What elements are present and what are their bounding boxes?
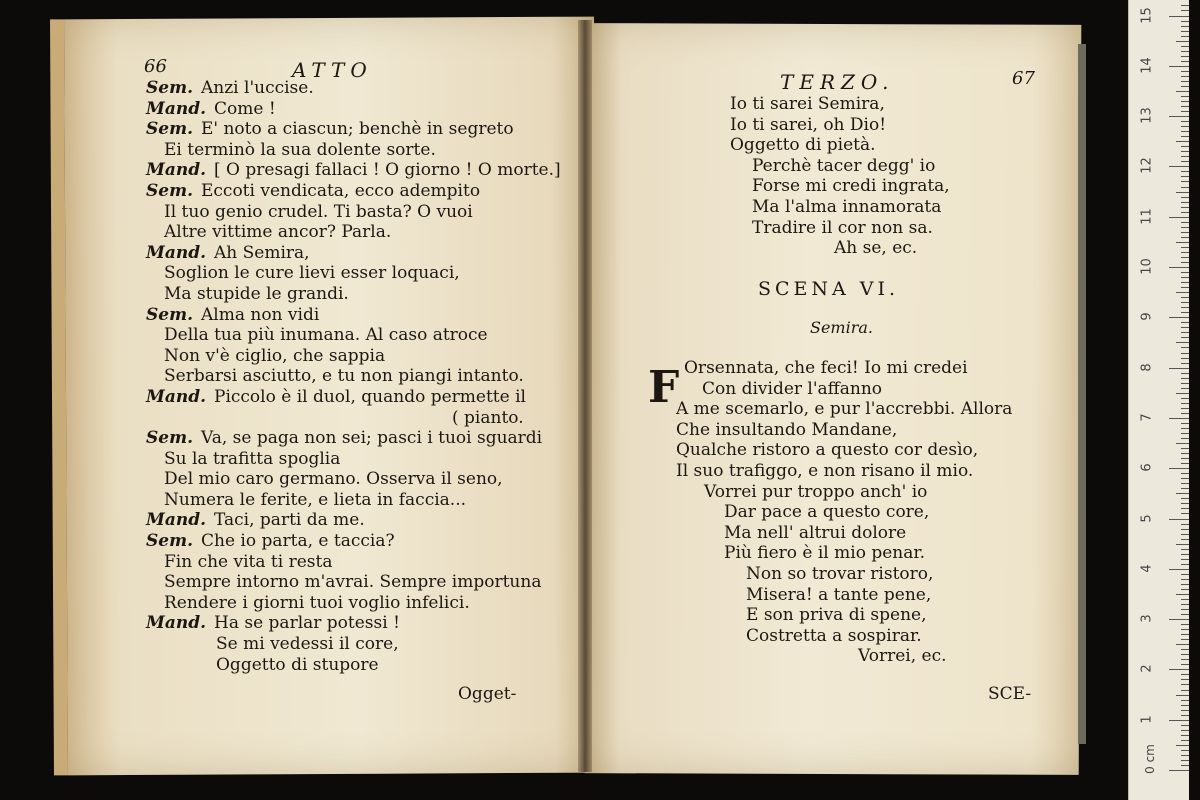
monologue-line: Non so trovar ristoro, — [746, 563, 934, 584]
ruler-tick — [1181, 614, 1189, 615]
verse-text: Come ! — [214, 98, 276, 119]
ruler-tick — [1181, 664, 1189, 665]
verse-text: Sempre intorno m'avrai. Sempre importuna — [164, 572, 542, 593]
ruler-tick — [1181, 262, 1189, 263]
verse-text: Su la trafitta spoglia — [164, 448, 341, 469]
ruler-tick — [1176, 242, 1189, 243]
ruler-label: 9 — [1139, 312, 1155, 321]
ruler-tick — [1181, 513, 1189, 514]
ruler-tick — [1181, 679, 1189, 680]
ruler-tick — [1181, 181, 1189, 182]
ruler-tick — [1181, 161, 1189, 162]
aria-line: Ma l'alma innamorata — [752, 196, 942, 217]
left-text-line — [146, 222, 561, 243]
verse-text: Fin che vita ti resta — [164, 551, 333, 572]
ruler-tick — [1181, 700, 1189, 701]
verse-text: Se mi vedessi il core, — [216, 634, 399, 655]
ruler-label: 13 — [1139, 107, 1155, 124]
ruler-tick — [1181, 287, 1189, 288]
ruler-tick — [1181, 584, 1189, 585]
left-text-line — [146, 78, 561, 99]
ruler-tick — [1181, 131, 1189, 132]
ruler-tick — [1181, 508, 1189, 509]
monologue-line: Vorrei, ec. — [858, 646, 947, 667]
ruler-tick — [1181, 604, 1189, 605]
scene-character: Semira. — [810, 318, 873, 337]
left-text-line — [146, 160, 561, 181]
ruler-tick — [1181, 282, 1189, 283]
ruler-tick — [1169, 519, 1189, 520]
ruler-tick — [1181, 51, 1189, 52]
ruler-tick — [1181, 31, 1189, 32]
ruler-tick — [1181, 156, 1189, 157]
verse-text: Ei terminò la sua dolente sorte. — [164, 139, 436, 160]
ruler-tick — [1181, 710, 1189, 711]
ruler-tick — [1181, 347, 1189, 348]
ruler-tick — [1181, 212, 1189, 213]
ruler-label: 7 — [1139, 413, 1155, 422]
ruler-label: 10 — [1139, 258, 1155, 275]
verse-text: Oggetto di stupore — [216, 654, 379, 675]
ruler-tick — [1176, 192, 1189, 193]
left-text-line — [146, 387, 561, 408]
speaker-label: Sem. — [146, 180, 193, 201]
ruler-tick — [1181, 5, 1189, 6]
left-text-line — [146, 490, 561, 511]
ruler-tick — [1181, 26, 1189, 27]
ruler-tick — [1181, 705, 1189, 706]
ruler-tick — [1181, 458, 1189, 459]
ruler-tick — [1181, 373, 1189, 374]
ruler-tick — [1181, 639, 1189, 640]
left-text-line — [146, 119, 561, 140]
ruler-tick — [1176, 644, 1189, 645]
speaker-label: Mand. — [146, 160, 206, 181]
ruler-tick — [1181, 725, 1189, 726]
ruler-tick — [1181, 197, 1189, 198]
ruler-tick — [1169, 669, 1189, 670]
left-text-line — [146, 325, 561, 346]
left-text-line — [146, 284, 561, 305]
ruler-tick — [1181, 96, 1189, 97]
ruler-tick — [1169, 770, 1189, 771]
ruler-tick — [1181, 151, 1189, 152]
ruler-tick — [1181, 71, 1189, 72]
left-catchword: Ogget- — [458, 684, 517, 704]
ruler-label: 6 — [1139, 463, 1155, 472]
verse-text: Altre vittime ancor? Parla. — [164, 222, 392, 243]
left-text-line — [146, 99, 561, 120]
monologue-line: Qualche ristoro a questo cor desìo, — [676, 440, 979, 461]
ruler-tick — [1181, 337, 1189, 338]
ruler-tick — [1181, 61, 1189, 62]
left-text-line — [146, 181, 561, 202]
monologue-line: Più fiero è il mio penar. — [724, 543, 926, 564]
ruler-tick — [1181, 378, 1189, 379]
verse-text: [ O presagi fallaci ! O giorno ! O morte.] — [214, 160, 561, 181]
scene-title: SCENA VI. — [758, 278, 900, 300]
ruler-tick — [1169, 116, 1189, 117]
ruler-tick — [1169, 418, 1189, 419]
ruler-tick — [1181, 302, 1189, 303]
ruler-tick — [1181, 690, 1189, 691]
ruler-tick — [1181, 609, 1189, 610]
verse-text: E' noto a ciascun; benchè in segreto — [201, 119, 514, 140]
monologue-line: Che insultando Mandane, — [676, 419, 898, 440]
ruler-tick — [1181, 187, 1189, 188]
ruler-tick — [1181, 297, 1189, 298]
ruler-tick — [1181, 735, 1189, 736]
ruler-tick — [1181, 629, 1189, 630]
ruler-label: 14 — [1139, 57, 1155, 74]
left-text-line — [146, 510, 561, 531]
ruler-tick — [1181, 559, 1189, 560]
ruler-tick — [1181, 36, 1189, 37]
monologue-line: Costretta a sospirar. — [746, 625, 922, 646]
ruler-tick — [1181, 539, 1189, 540]
ruler-tick — [1181, 272, 1189, 273]
verse-text: Va, se paga non sei; pasci i tuoi sguardi — [201, 428, 543, 449]
ruler-tick — [1181, 222, 1189, 223]
ruler-tick — [1181, 383, 1189, 384]
ruler-tick — [1181, 353, 1189, 354]
left-text-line — [146, 346, 561, 367]
ruler-tick — [1181, 463, 1189, 464]
left-text-line — [146, 202, 561, 223]
ruler-tick — [1181, 413, 1189, 414]
left-text-line — [146, 572, 561, 593]
left-running-header: ATTO — [292, 58, 373, 82]
drop-cap: F — [648, 362, 680, 413]
speaker-label: Mand. — [146, 386, 206, 407]
ruler-tick — [1181, 624, 1189, 625]
ruler-tick — [1181, 101, 1189, 102]
speaker-label: Mand. — [146, 613, 206, 634]
ruler-tick — [1169, 16, 1189, 17]
ruler-tick — [1169, 267, 1189, 268]
left-text-line — [146, 655, 561, 676]
speaker-label: Sem. — [146, 78, 193, 98]
speaker-label: Sem. — [146, 119, 193, 140]
monologue-line: E son priva di spene, — [746, 605, 927, 626]
ruler-label: 3 — [1139, 614, 1155, 623]
ruler-tick — [1181, 56, 1189, 57]
ruler-tick — [1181, 503, 1189, 504]
left-text-line — [146, 634, 561, 655]
ruler-tick — [1181, 202, 1189, 203]
ruler-tick — [1176, 41, 1189, 42]
verse-text: Rendere i giorni tuoi voglio infelici. — [164, 592, 470, 613]
ruler-tick — [1181, 524, 1189, 525]
ruler-tick — [1181, 232, 1189, 233]
verse-text: Numera le ferite, e lieta in faccia... — [164, 489, 466, 510]
left-text-line — [146, 305, 561, 326]
ruler-tick — [1181, 765, 1189, 766]
left-text-line — [146, 408, 561, 429]
ruler-tick — [1181, 176, 1189, 177]
ruler-tick — [1181, 111, 1189, 112]
ruler-tick — [1176, 141, 1189, 142]
aria-line: Perchè tacer degg' io — [752, 155, 936, 176]
ruler-tick — [1181, 730, 1189, 731]
left-page-text — [146, 78, 561, 675]
verse-text: Che io parta, e taccia? — [201, 531, 395, 552]
ruler-tick — [1181, 483, 1189, 484]
verse-text: Ma stupide le grandi. — [164, 283, 349, 304]
ruler-label: 8 — [1139, 362, 1155, 372]
ruler-tick — [1169, 368, 1189, 369]
ruler-tick — [1176, 342, 1189, 343]
ruler-tick — [1181, 408, 1189, 409]
monologue-line: Ma nell' altrui dolore — [724, 522, 907, 543]
ruler-tick — [1176, 544, 1189, 545]
ruler-tick — [1181, 750, 1189, 751]
ruler-tick — [1181, 237, 1189, 238]
verse-text: Alma non vidi — [201, 304, 320, 325]
ruler-tick — [1181, 529, 1189, 530]
ruler-tick — [1181, 171, 1189, 172]
ruler-tick — [1181, 388, 1189, 389]
right-running-header: TERZO. — [780, 70, 895, 94]
verse-text: Piccolo è il duol, quando permette il — [214, 386, 526, 407]
ruler-tick — [1176, 91, 1189, 92]
ruler-tick — [1169, 317, 1189, 318]
left-text-line — [146, 263, 561, 284]
speaker-label: Sem. — [146, 428, 193, 449]
ruler-tick — [1181, 398, 1189, 399]
ruler-tick — [1181, 473, 1189, 474]
speaker-label: Mand. — [146, 510, 206, 531]
ruler-tick — [1176, 493, 1189, 494]
monologue-line: Con divider l'affanno — [702, 378, 883, 399]
verse-text: Soglion le cure lievi esser loquaci, — [164, 263, 460, 284]
ruler-tick — [1181, 21, 1189, 22]
ruler-tick — [1176, 594, 1189, 595]
ruler-label: 12 — [1139, 157, 1155, 175]
verse-text: Eccoti vendicata, ecco adempito — [201, 180, 481, 201]
ruler-tick — [1181, 649, 1189, 650]
ruler-tick — [1181, 277, 1189, 278]
ruler-tick — [1169, 619, 1189, 620]
ruler-tick — [1181, 247, 1189, 248]
ruler-tick — [1181, 428, 1189, 429]
left-text-line — [146, 428, 561, 449]
ruler-label: 15 — [1139, 6, 1155, 24]
left-text-line — [146, 449, 561, 470]
left-text-line — [146, 552, 561, 573]
verse-text: Anzi l'uccise. — [201, 78, 314, 98]
left-text-line — [146, 469, 561, 490]
right-catchword: SCE- — [988, 684, 1032, 704]
speaker-label: Mand. — [146, 242, 206, 263]
ruler-tick — [1169, 720, 1189, 721]
ruler-tick — [1181, 438, 1189, 439]
ruler-tick — [1181, 322, 1189, 323]
ruler-tick — [1181, 227, 1189, 228]
aria-line: Oggetto di pietà. — [730, 135, 876, 156]
ruler-tick — [1181, 207, 1189, 208]
ruler-tick — [1181, 257, 1189, 258]
verse-text: Non v'è ciglio, che sappia — [164, 345, 386, 366]
ruler-tick — [1181, 478, 1189, 479]
speaker-label: Sem. — [146, 531, 193, 552]
ruler-label: 1 — [1139, 715, 1155, 724]
ruler-tick — [1181, 10, 1189, 11]
ruler-tick — [1181, 126, 1189, 127]
verse-text: Della tua più inumana. Al caso atroce — [164, 325, 488, 346]
ruler-tick — [1181, 589, 1189, 590]
ruler-tick — [1181, 332, 1189, 333]
ruler-tick — [1181, 312, 1189, 313]
ruler-tick — [1169, 468, 1189, 469]
book-gutter — [578, 20, 592, 772]
left-text-line — [146, 531, 561, 552]
ruler-tick — [1181, 634, 1189, 635]
ruler-tick — [1169, 569, 1189, 570]
ruler-tick — [1181, 760, 1189, 761]
verse-text: ( pianto. — [452, 407, 524, 428]
ruler-tick — [1181, 76, 1189, 77]
ruler-tick — [1181, 307, 1189, 308]
right-page-monologue — [676, 358, 1012, 667]
ruler-tick — [1181, 488, 1189, 489]
left-text-line — [146, 140, 561, 161]
ruler-tick — [1181, 755, 1189, 756]
right-page-aria — [730, 94, 950, 259]
left-page-number: 66 — [144, 56, 167, 77]
ruler-tick — [1181, 453, 1189, 454]
left-text-line — [146, 593, 561, 614]
ruler-tick — [1181, 659, 1189, 660]
monologue-line: Vorrei pur troppo anch' io — [704, 481, 928, 502]
ruler-tick — [1181, 715, 1189, 716]
ruler-tick — [1181, 81, 1189, 82]
right-page-number: 67 — [1012, 68, 1035, 89]
ruler-label: 4 — [1139, 564, 1155, 573]
speaker-label: Sem. — [146, 304, 193, 325]
ruler-tick — [1181, 433, 1189, 434]
ruler-tick — [1181, 86, 1189, 87]
ruler-tick — [1181, 549, 1189, 550]
monologue-line: Il suo trafiggo, e non risano il mio. — [676, 460, 974, 481]
aria-line: Ah se, ec. — [834, 238, 918, 259]
ruler-tick — [1181, 46, 1189, 47]
verse-text: Ha se parlar potessi ! — [214, 613, 400, 634]
aria-line: Io ti sarei, oh Dio! — [730, 114, 887, 135]
ruler-unit-label: 0 cm — [1142, 744, 1157, 774]
page-edge — [1078, 44, 1086, 744]
verse-text: Del mio caro germano. Osserva il seno, — [164, 469, 503, 490]
left-text-line — [146, 613, 561, 634]
ruler-tick — [1181, 121, 1189, 122]
ruler-tick — [1181, 106, 1189, 107]
ruler-tick — [1169, 217, 1189, 218]
ruler-tick — [1181, 564, 1189, 565]
ruler-tick — [1181, 684, 1189, 685]
verse-text: Taci, parti da me. — [214, 510, 365, 531]
ruler-tick — [1181, 423, 1189, 424]
aria-line: Io ti sarei Semira, — [730, 94, 885, 114]
ruler-tick — [1181, 136, 1189, 137]
ruler-tick — [1181, 146, 1189, 147]
measurement-ruler — [1128, 0, 1189, 800]
left-text-line — [146, 366, 561, 387]
monologue-line: Orsennata, che feci! Io mi credei — [684, 358, 968, 378]
monologue-line: Dar pace a questo core, — [724, 502, 930, 523]
ruler-tick — [1181, 534, 1189, 535]
ruler-tick — [1181, 574, 1189, 575]
speaker-label: Mand. — [146, 98, 206, 119]
ruler-tick — [1181, 740, 1189, 741]
ruler-tick — [1181, 403, 1189, 404]
ruler-tick — [1176, 292, 1189, 293]
left-text-line — [146, 243, 561, 264]
ruler-label: 5 — [1139, 513, 1155, 523]
ruler-label: 2 — [1139, 664, 1155, 674]
ruler-tick — [1181, 252, 1189, 253]
ruler-tick — [1181, 448, 1189, 449]
ruler-tick — [1169, 166, 1189, 167]
ruler-tick — [1181, 674, 1189, 675]
verse-text: Il tuo genio crudel. Ti basta? O vuoi — [164, 201, 473, 222]
ruler-tick — [1169, 66, 1189, 67]
ruler-label: 11 — [1139, 207, 1155, 225]
monologue-line: A me scemarlo, e pur l'accrebbi. Allora — [676, 399, 1013, 420]
ruler-tick — [1181, 579, 1189, 580]
aria-line: Tradire il cor non sa. — [752, 217, 933, 238]
aria-line: Forse mi credi ingrata, — [752, 176, 950, 197]
ruler-tick — [1181, 654, 1189, 655]
verse-text: Ah Semira, — [214, 242, 310, 263]
ruler-tick — [1181, 554, 1189, 555]
ruler-tick — [1176, 745, 1189, 746]
ruler-tick — [1181, 363, 1189, 364]
ruler-tick — [1176, 393, 1189, 394]
ruler-tick — [1181, 599, 1189, 600]
ruler-tick — [1176, 443, 1189, 444]
monologue-line: Misera! a tante pene, — [746, 584, 932, 605]
ruler-tick — [1181, 327, 1189, 328]
ruler-tick — [1181, 358, 1189, 359]
ruler-tick — [1181, 498, 1189, 499]
verse-text: Serbarsi asciutto, e tu non piangi intanto. — [164, 366, 524, 387]
ruler-tick — [1176, 695, 1189, 696]
